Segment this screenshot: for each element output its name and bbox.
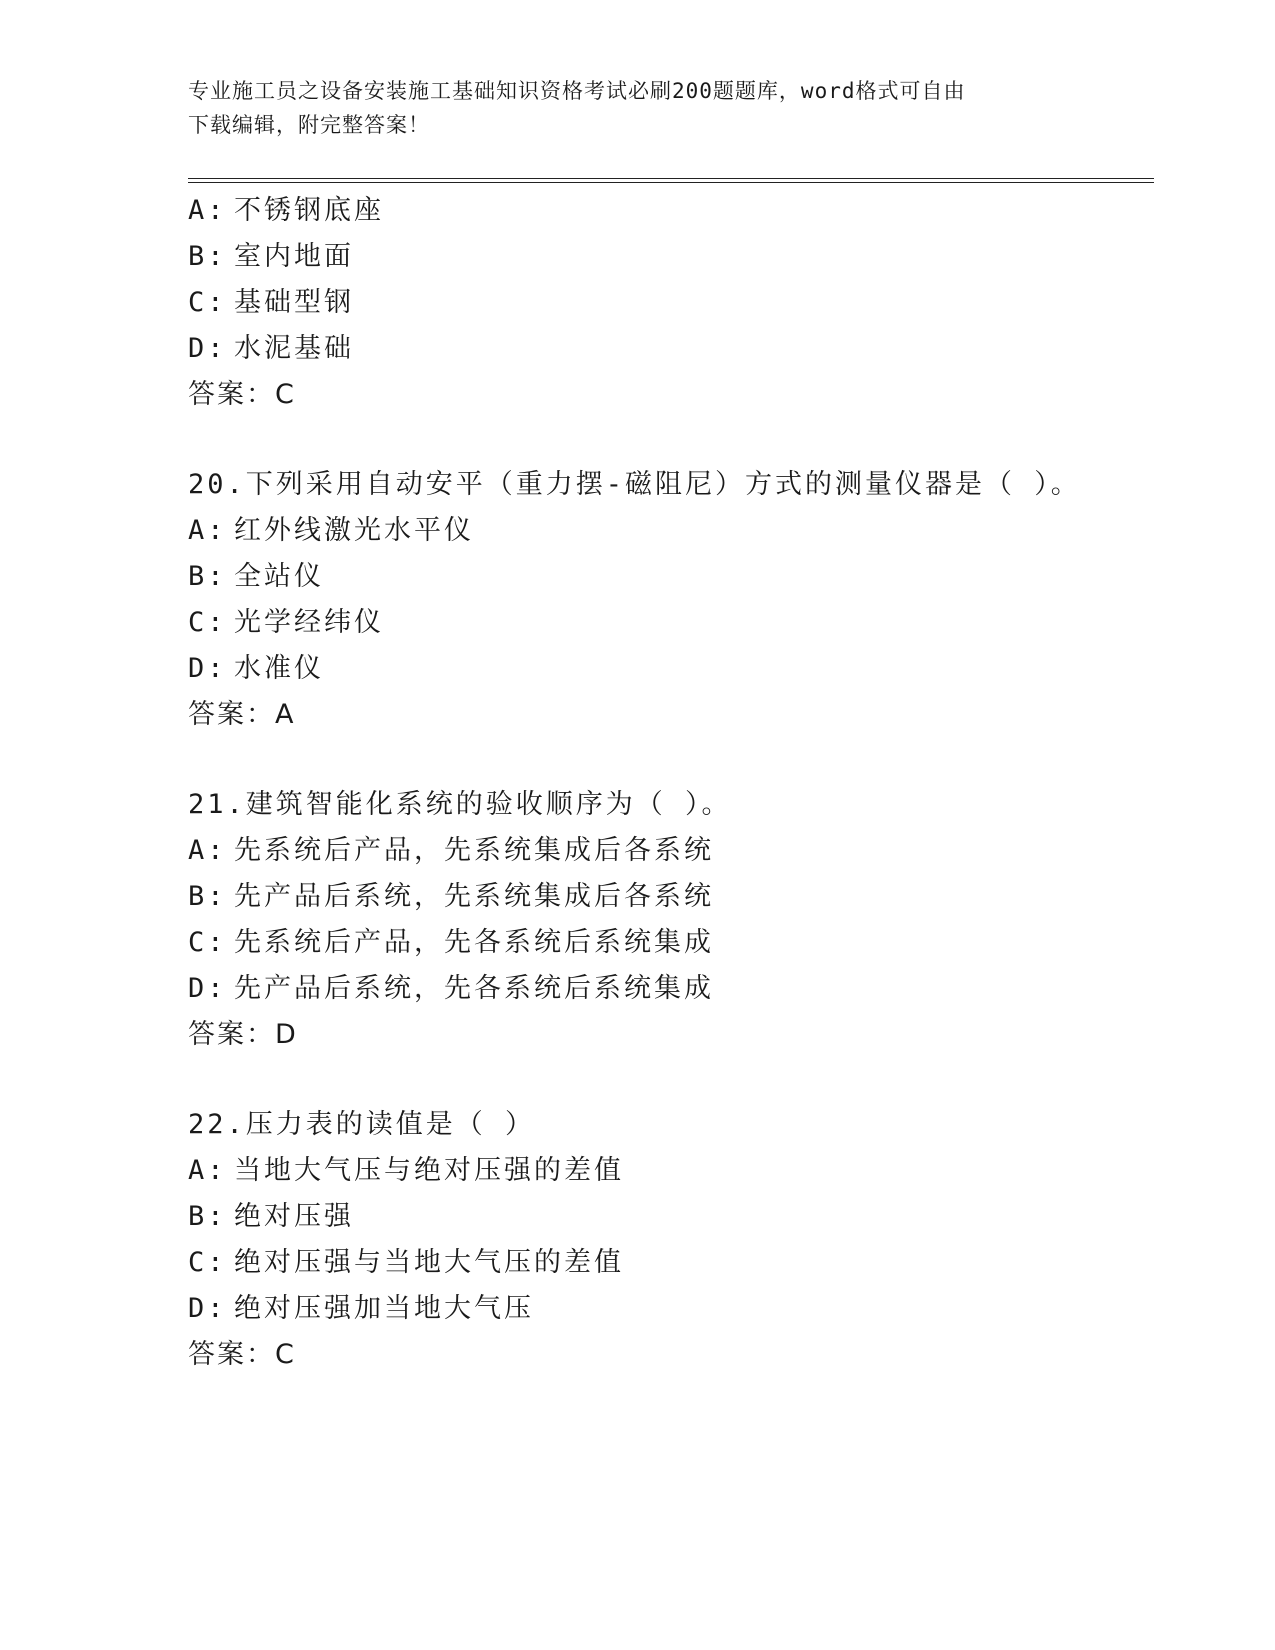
spacer (188, 1058, 1148, 1102)
answer-line: 答案：C (188, 1339, 296, 1370)
question-stem: 20.下列采用自动安平（重力摆-磁阻尼）方式的测量仪器是（ ）。 (188, 469, 1081, 500)
option-c (188, 1240, 1148, 1286)
option-text: 绝对压强 (234, 1201, 354, 1232)
question-block-21 (188, 782, 1148, 1058)
option-a (188, 1148, 1148, 1194)
option-key: D: (188, 333, 227, 364)
option-text: 先产品后系统，先各系统后系统集成 (234, 973, 714, 1004)
question-stem: 21.建筑智能化系统的验收顺序为（ ）。 (188, 789, 732, 820)
option-text: 全站仪 (234, 561, 324, 592)
header-divider-bottom (188, 182, 1154, 183)
option-text: 当地大气压与绝对压强的差值 (234, 1155, 624, 1186)
option-text: 绝对压强加当地大气压 (234, 1293, 534, 1324)
option-key: C: (188, 287, 227, 318)
document-header (188, 74, 1088, 142)
option-a (188, 508, 1148, 554)
question-block-20 (188, 462, 1148, 738)
option-key: A: (188, 1155, 227, 1186)
option-c (188, 920, 1148, 966)
option-b (188, 234, 1148, 280)
option-text: 水准仪 (234, 653, 324, 684)
answer-line: 答案：C (188, 379, 296, 410)
option-b (188, 554, 1148, 600)
option-text: 不锈钢底座 (234, 195, 384, 226)
header-title-line-2: 下载编辑，附完整答案！ (188, 113, 430, 137)
option-key: B: (188, 241, 227, 272)
option-text: 光学经纬仪 (234, 607, 384, 638)
option-d (188, 326, 1148, 372)
option-key: B: (188, 881, 227, 912)
option-a (188, 188, 1148, 234)
option-text: 红外线激光水平仪 (234, 515, 474, 546)
option-key: C: (188, 1247, 227, 1278)
option-key: D: (188, 1293, 227, 1324)
option-b (188, 1194, 1148, 1240)
option-key: C: (188, 927, 227, 958)
question-block-22 (188, 1102, 1148, 1378)
question-stem: 22.压力表的读值是（ ） (188, 1109, 536, 1140)
option-a (188, 828, 1148, 874)
option-b (188, 874, 1148, 920)
option-key: A: (188, 195, 227, 226)
question-list (188, 188, 1148, 1378)
option-key: D: (188, 653, 227, 684)
option-d (188, 646, 1148, 692)
option-key: A: (188, 835, 227, 866)
option-c (188, 280, 1148, 326)
answer-line: 答案：D (188, 1019, 298, 1050)
spacer (188, 418, 1148, 462)
option-text: 先系统后产品，先各系统后系统集成 (234, 927, 714, 958)
option-text: 先产品后系统，先系统集成后各系统 (234, 881, 714, 912)
answer-line: 答案：A (188, 699, 296, 730)
option-text: 基础型钢 (234, 287, 354, 318)
option-key: B: (188, 561, 227, 592)
header-title-line-1: 专业施工员之设备安装施工基础知识资格考试必刷200题题库，word格式可自由 (188, 79, 966, 103)
option-text: 先系统后产品，先系统集成后各系统 (234, 835, 714, 866)
option-text: 绝对压强与当地大气压的差值 (234, 1247, 624, 1278)
header-divider-top (188, 178, 1154, 179)
option-d (188, 966, 1148, 1012)
option-key: A: (188, 515, 227, 546)
option-d (188, 1286, 1148, 1332)
option-text: 室内地面 (234, 241, 354, 272)
option-key: C: (188, 607, 227, 638)
option-c (188, 600, 1148, 646)
option-key: B: (188, 1201, 227, 1232)
question-block-19 (188, 188, 1148, 418)
option-key: D: (188, 973, 227, 1004)
option-text: 水泥基础 (234, 333, 354, 364)
spacer (188, 738, 1148, 782)
